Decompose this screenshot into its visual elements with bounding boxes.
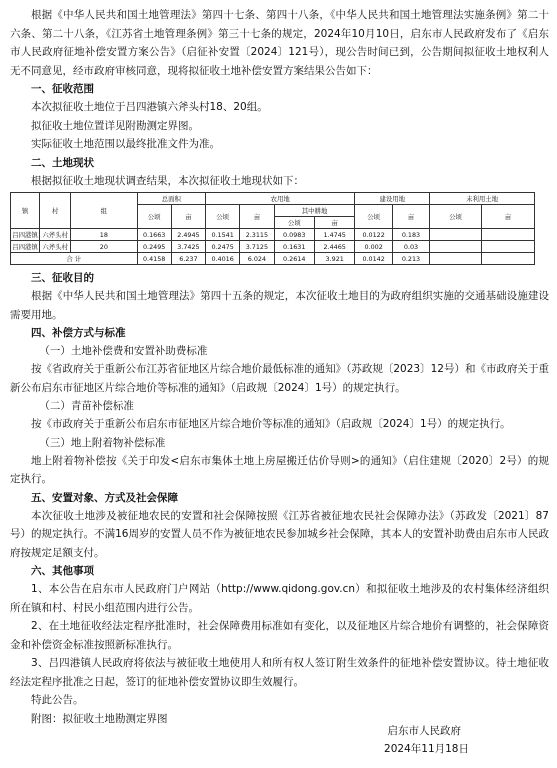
cell-build-mu: 0.213 [392, 253, 429, 265]
cell-total-mu: 3.7425 [171, 241, 205, 253]
unit-ha: 公顷 [137, 205, 171, 229]
header-unused-land: 未利用土地 [430, 193, 535, 205]
unit-mu: 亩 [482, 205, 535, 229]
section-2-heading: 二、土地现状 [31, 156, 94, 169]
section-3-text: 根据《中华人民共和国土地管理法》第四十五条的规定，本次征收土地目的为政府组织实施的交通基础设施建设需要用地。 [10, 290, 549, 321]
table-row [11, 241, 535, 253]
unit-mu: 亩 [240, 205, 274, 229]
cell-agri-ha: 0.2475 [206, 241, 240, 253]
cell-arable-ha: 0.0983 [274, 229, 314, 241]
section-4-subheading-3: （三）地上附着物补偿标准 [39, 436, 166, 449]
header-total-area: 总面积 [137, 193, 205, 205]
cell-agri-mu: 3.7125 [240, 241, 274, 253]
cell-unused-mu [482, 241, 535, 253]
unit-ha: 公顷 [430, 205, 482, 229]
section-6-text-3: 3、吕四港镇人民政府将依法与被征收土地使用人和所有权人签订附生效条件的征地补偿安置协议。待土地征收经法定程序批准之日起，签订的征地补偿安置协议即生效履行。 [10, 657, 549, 688]
cell-total-label: 合 计 [11, 253, 138, 265]
cell-village: 六斧头村 [40, 229, 71, 241]
unit-ha: 公顷 [355, 205, 392, 229]
cell-unused-ha [430, 229, 482, 241]
header-arable: 其中耕地 [274, 205, 355, 217]
intro-paragraph: 根据《中华人民共和国土地管理法》第四十七条、第四十八条，《中华人民共和国土地管理法实施条例》第二十六条、第二十八条，《江苏省土地管理条例》第三十七条的规定，2024年10月10日，启东市人民政府发布了《启东市人民政府征地补偿安置方案公告》（启征补安置〔2024〕121号），现公告时间已到，公告期间拟征收土地权利人无不同意见，经市政府审核同意，现将拟征收土地补偿安置方案结果公告如下： [10, 9, 549, 77]
cell-build-mu: 0.183 [392, 229, 429, 241]
table-total-row [11, 253, 535, 265]
header-town: 镇 [11, 193, 40, 229]
header-agri-land: 农用地 [206, 193, 355, 205]
section-4-subheading-2: （二）青苗补偿标准 [39, 400, 134, 412]
section-1-heading: 一、征收范围 [31, 83, 94, 95]
cell-arable-mu: 2.4465 [314, 241, 355, 253]
cell-build-ha: 0.002 [355, 241, 392, 253]
table-row [11, 229, 535, 241]
cell-arable-mu: 1.4745 [314, 229, 355, 241]
unit-mu: 亩 [314, 217, 355, 229]
section-5-heading: 五、安置对象、方式及社会保障 [31, 491, 178, 504]
cell-unused-mu [482, 253, 535, 265]
cell-total-ha: 0.4158 [137, 253, 171, 265]
cell-build-ha: 0.0122 [355, 229, 392, 241]
cell-agri-mu: 2.3115 [240, 229, 274, 241]
cell-group: 20 [71, 241, 137, 253]
section-4-subheading-1: （一）土地补偿费和安置补助费标准 [39, 345, 208, 357]
cell-group: 18 [71, 229, 137, 241]
section-6-text-1: 1、本公告在启东市人民政府门户网站（http://www.qidong.gov.cn）和拟征收土地涉及的农村集体经济组织所在镇和村、村民小组范围内进行公告。 [10, 583, 549, 614]
section-1-text-a: 本次拟征收土地位于吕四港镇六斧头村18、20组。 [31, 101, 268, 113]
section-3-heading: 三、征收目的 [31, 272, 94, 284]
cell-unused-ha [430, 241, 482, 253]
section-1-text-b: 拟征收土地位置详见附勘测定界图。 [31, 119, 199, 132]
section-2-text: 根据拟征收土地现状调查结果，本次拟征收土地现状如下： [31, 174, 304, 187]
section-4-text-1: 按《省政府关于重新公布江苏省征地区片综合地价最低标准的通知》（苏政规〔2023〕12号）和《市政府关于重新公布启东市征地区片综合地价等标准的通知》（启政规〔2024〕1号）的规定执行。 [10, 363, 549, 394]
cell-agri-ha: 0.4016 [206, 253, 240, 265]
cell-build-ha: 0.0142 [355, 253, 392, 265]
cell-build-mu: 0.03 [392, 241, 429, 253]
cell-unused-mu [482, 229, 535, 241]
section-4-text-2: 按《市政府关于重新公布启东市征地区片综合地价等标准的通知》（启政规〔2024〕1号）的规定执行。 [31, 418, 511, 430]
cell-arable-mu: 3.921 [314, 253, 355, 265]
cell-agri-ha: 0.1541 [206, 229, 240, 241]
unit-ha: 公顷 [274, 217, 314, 229]
table-header-row [11, 193, 535, 205]
unit-mu: 亩 [171, 205, 205, 229]
cell-arable-ha: 0.1631 [274, 241, 314, 253]
section-4-text-3: 地上附着物补偿按《关于印发<启东市集体土地上房屋搬迁估价导则>的通知》（启住建规〔2020〕2号）的规定执行。 [10, 454, 549, 485]
cell-village: 六斧头村 [40, 241, 71, 253]
cell-arable-ha: 0.2614 [274, 253, 314, 265]
attachment-note: 附图：拟征收土地勘测定界图 [31, 712, 168, 725]
section-6-text-2: 2、在土地征收经法定程序批准时，社会保障费用标准如有变化，以及征地区片综合地价有调整的，社会保障资金和补偿资金标准按照新标准执行。 [10, 620, 549, 651]
land-status-table [10, 192, 535, 265]
cell-unused-ha [430, 253, 482, 265]
section-5-text: 本次征收土地涉及被征地农民的安置和社会保障按照《江苏省被征地农民社会保障办法》（苏政发〔2021〕87号）的规定执行。不满16周岁的安置人员不作为被征地农民参加城乡社会保障，其本人的安置补助费由启东市人民政府按规定足额支付。 [10, 509, 549, 559]
signature-org: 启东市人民政府 [387, 725, 461, 737]
header-village: 村 [40, 193, 71, 229]
section-4-heading: 四、补偿方式与标准 [31, 327, 126, 339]
signature-date: 2024年11月18日 [384, 743, 469, 755]
cell-town: 吕四港镇 [11, 241, 40, 253]
section-1-text-c: 实际征收土地范围以最终批准文件为准。 [31, 138, 220, 150]
unit-ha: 公顷 [206, 205, 240, 229]
unit-mu: 亩 [392, 205, 429, 229]
cell-agri-mu: 6.024 [240, 253, 274, 265]
header-build-land: 建设用地 [355, 193, 430, 205]
section-6-heading: 六、其他事项 [31, 565, 94, 577]
header-group: 组 [71, 193, 137, 229]
cell-total-ha: 0.2495 [137, 241, 171, 253]
cell-total-mu: 2.4945 [171, 229, 205, 241]
cell-total-mu: 6.237 [171, 253, 205, 265]
cell-town: 吕四港镇 [11, 229, 40, 241]
cell-total-ha: 0.1663 [137, 229, 171, 241]
closing-text: 特此公告。 [31, 694, 84, 706]
